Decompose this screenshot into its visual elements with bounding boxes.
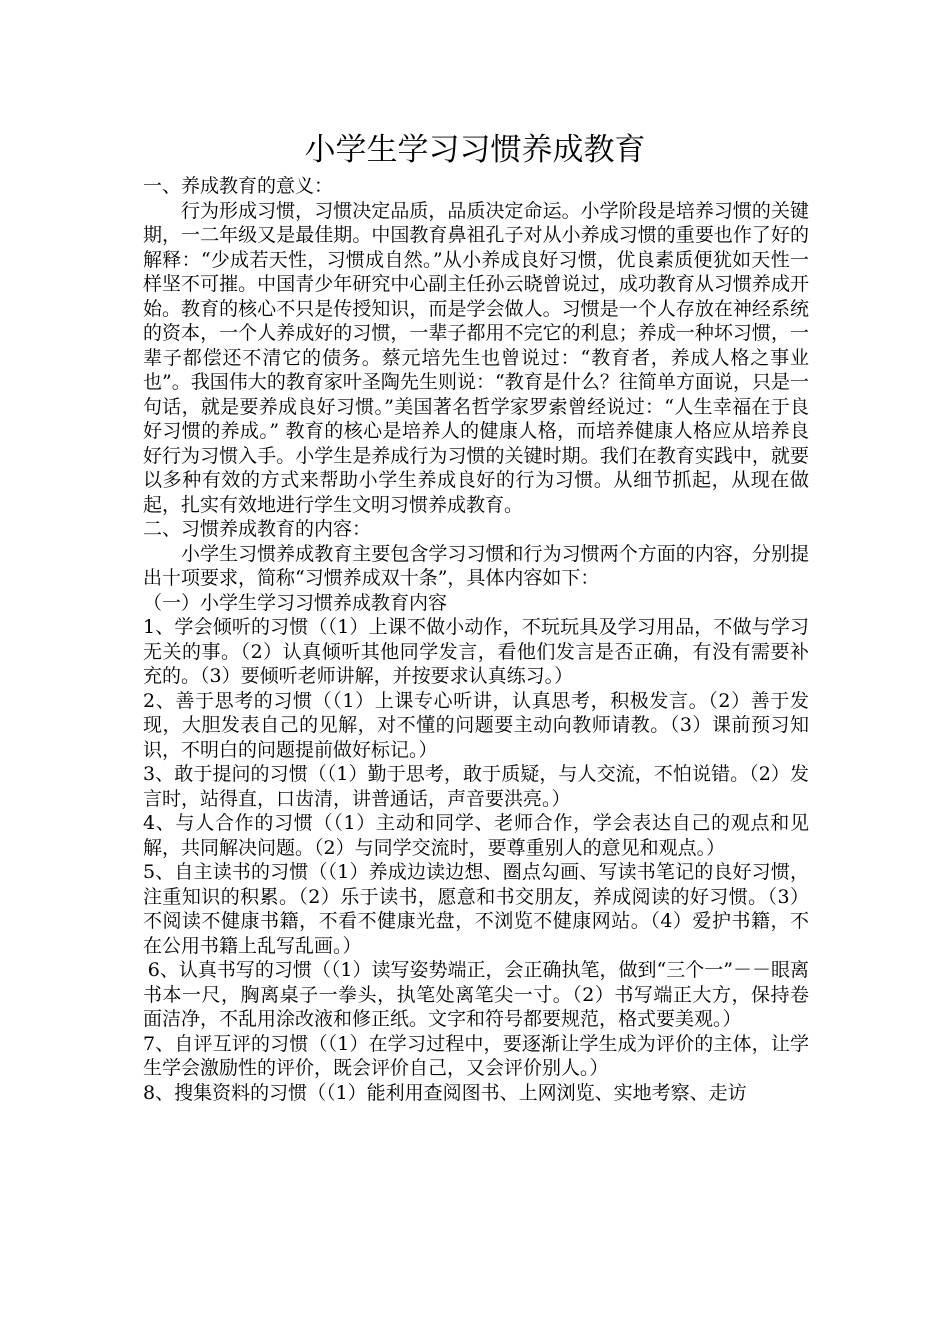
habit-item-4: 4、与人合作的习惯（（1）主动和同学、老师合作，学会表达自己的观点和见解，共同解决问题。（2）与同学交流时，要尊重别人的意见和观点。） (143, 812, 809, 859)
habit-item-8: 8、搜集资料的习惯（（1）能利用查阅图书、上网浏览、实地考察、走访 (143, 1081, 747, 1104)
habit-item-1: 1、学会倾听的习惯（（1）上课不做小动作，不玩玩具及学习用品，不做与学习无关的事。（2）认真倾听其他同学发言，看他们发言是否正确，有没有需要补充的。（3）要倾听老师讲解，并按要求认真练习。） (143, 616, 809, 687)
paragraph-significance: 行为形成习惯，习惯决定品质，品质决定命运。小学阶段是培养习惯的关键期，一二年级又是最佳期。中国教育鼻祖孔子对从小养成习惯的重要也作了好的解释：“少成若天性，习惯成自然。”从小养成良好习惯，优良素质便犹如天性一样坚不可摧。中国青少年研究中心副主任孙云晓曾说过，成功教育从习惯养成开始。教育的核心不只是传授知识，而是学会做人。习惯是一个人存放在神经系统的资本，一个人养成好的习惯，一辈子都用不完它的利息；养成一种坏习惯，一辈子都偿还不清它的债务。蔡元培先生也曾说过：“教育者，养成人格之事业也”。我国伟大的教育家叶圣陶先生则说：“教育是什么？往简单方面说，只是一句话，就是要养成良好习惯。”美国著名哲学家罗索曾经说过：“人生幸福在于良好习惯的养成。” 教育的核心是培养人的健康人格，而培养健康人格应从培养良好行为习惯入手。小学生是养成行为习惯的关键时期。我们在教育实践中，就要以多种有效的方式来帮助小学生养成良好的行为习惯。从细节抓起，从现在做起，扎实有效地进行学生文明习惯养成教育。 (143, 199, 809, 516)
paragraph-content-intro: 小学生习惯养成教育主要包含学习习惯和行为习惯两个方面的内容，分别提出十项要求，简称“习惯养成双十条”，具体内容如下： (143, 542, 809, 589)
section-heading-1: 一、养成教育的意义： (143, 175, 334, 197)
habit-item-5: 5、自主读书的习惯（（1）养成边读边想、圈点勾画、写读书笔记的良好习惯，注重知识的积累。（2）乐于读书，愿意和书交朋友，养成阅读的好习惯。（3）不阅读不健康书籍，不看不健康光盘，不浏览不健康网站。（4）爱护书籍，不在公用书籍上乱写乱画。） (143, 861, 809, 957)
section-heading-2: 二、习惯养成教育的内容： (143, 518, 372, 540)
document-body (143, 174, 809, 1105)
habit-item-7: 7、自评互评的习惯（（1）在学习过程中，要逐渐让学生成为评价的主体，让学生学会激励性的评价，既会评价自己，又会评价别人。） (143, 1032, 809, 1079)
habit-item-6: 6、认真书写的习惯（（1）读写姿势端正，会正确执笔，做到“三个一”－－眼离书本一尺，胸离桌子一拳头，执笔处离笔尖一寸。（2）书写端正大方，保持卷面洁净，不乱用涂改液和修正纸。文字和符号都要规范，格式要美观。） (143, 959, 809, 1030)
habit-item-2: 2、善于思考的习惯（（1）上课专心听讲，认真思考，积极发言。（2）善于发现，大胆发表自己的见解，对不懂的问题要主动向教师请教。（3）课前预习知识，不明白的问题提前做好标记。） (143, 689, 809, 761)
document-title: 小学生学习习惯养成教育 (304, 132, 646, 168)
habit-item-3: 3、敢于提问的习惯（（1）勤于思考，敢于质疑，与人交流，不怕说错。（2）发言时，站得直，口齿清，讲普通话，声音要洪亮。） (143, 763, 809, 810)
subsection-heading-1: （一）小学生学习习惯养成教育内容 (143, 591, 448, 614)
